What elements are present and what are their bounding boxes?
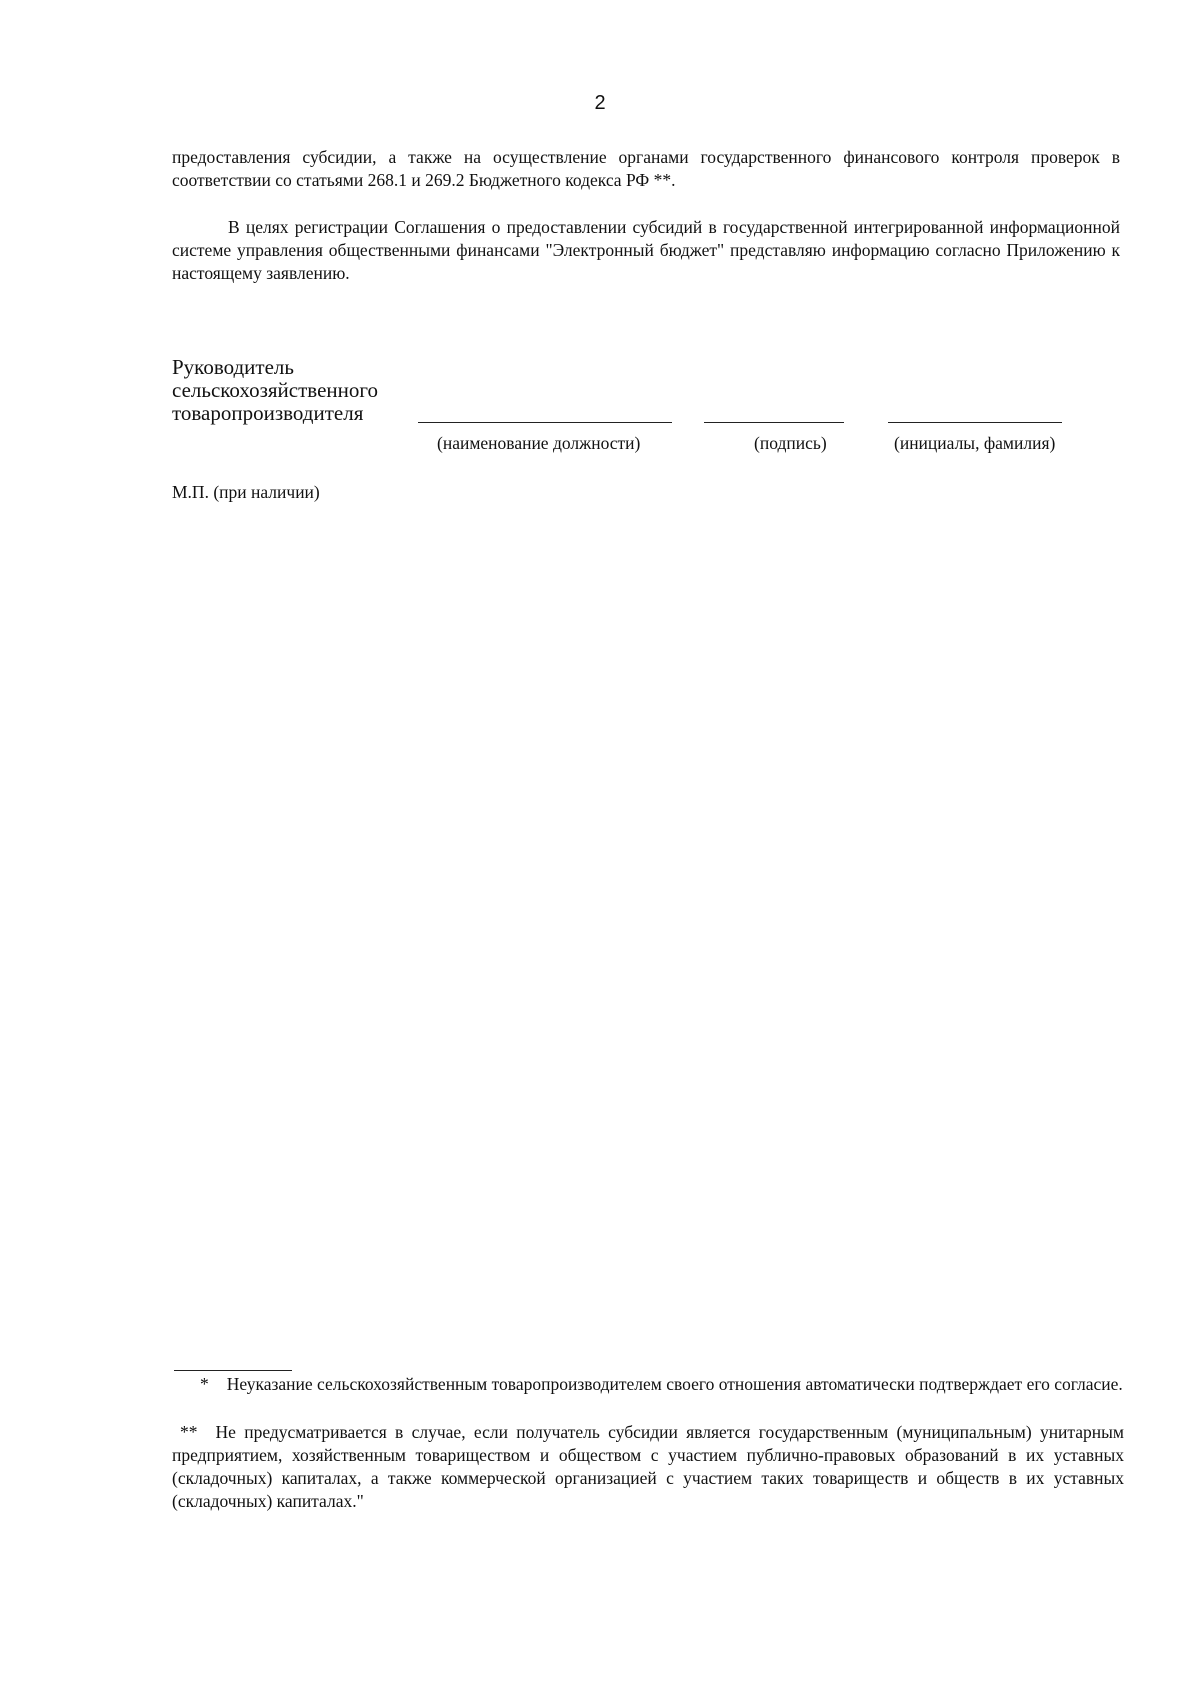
- position-caption: (наименование должности): [437, 433, 641, 453]
- footnote-1-marker: *: [200, 1374, 209, 1394]
- position-blank-line: [418, 422, 672, 423]
- footnote-2-marker: **: [180, 1422, 198, 1442]
- body-paragraph-1: предоставления субсидии, а также на осуществление органами государственного финансового контроля проверок в соответствии со статьями 268.1 и 269.2 Бюджетного кодекса РФ **.: [172, 147, 1120, 190]
- initials-caption: (инициалы, фамилия): [894, 433, 1056, 453]
- initials-blank-line: [888, 422, 1062, 423]
- signature-block: [172, 356, 1132, 476]
- signature-blank-line: [704, 422, 844, 423]
- signer-title-line-2: сельскохозяйственного: [172, 378, 378, 402]
- footnote-1: [172, 1373, 1124, 1396]
- footnote-2: [172, 1421, 1124, 1513]
- stamp-note: М.П. (при наличии): [172, 482, 320, 502]
- signer-title: [172, 356, 378, 425]
- body-paragraph-2: В целях регистрации Соглашения о предоставлении субсидий в государственной интегрированной информационной системе управления общественными финансами "Электронный бюджет" представляю информацию согласно Приложению к настоящему заявлению.: [172, 217, 1120, 283]
- footnote-1-text: Неуказание сельскохозяйственным товаропроизводителем своего отношения автоматически подтверждает его согласие.: [226, 1374, 1123, 1394]
- signer-title-line-3: товаропроизводителя: [172, 401, 364, 425]
- footnote-divider: [174, 1370, 292, 1371]
- signature-caption: (подпись): [754, 433, 827, 453]
- footnote-2-text: Не предусматривается в случае, если получатель субсидии является государственным (муниципальным) унитарным предприятием, хозяйственным товариществом и обществом с участием публично-правовых образований в их уставных (складочных) капиталах, а также коммерческой организацией с участием таких товариществ и обществ в их уставных (складочных) капиталах.": [172, 1422, 1124, 1511]
- page-number: 2: [594, 92, 606, 114]
- signer-title-line-1: Руководитель: [172, 355, 294, 379]
